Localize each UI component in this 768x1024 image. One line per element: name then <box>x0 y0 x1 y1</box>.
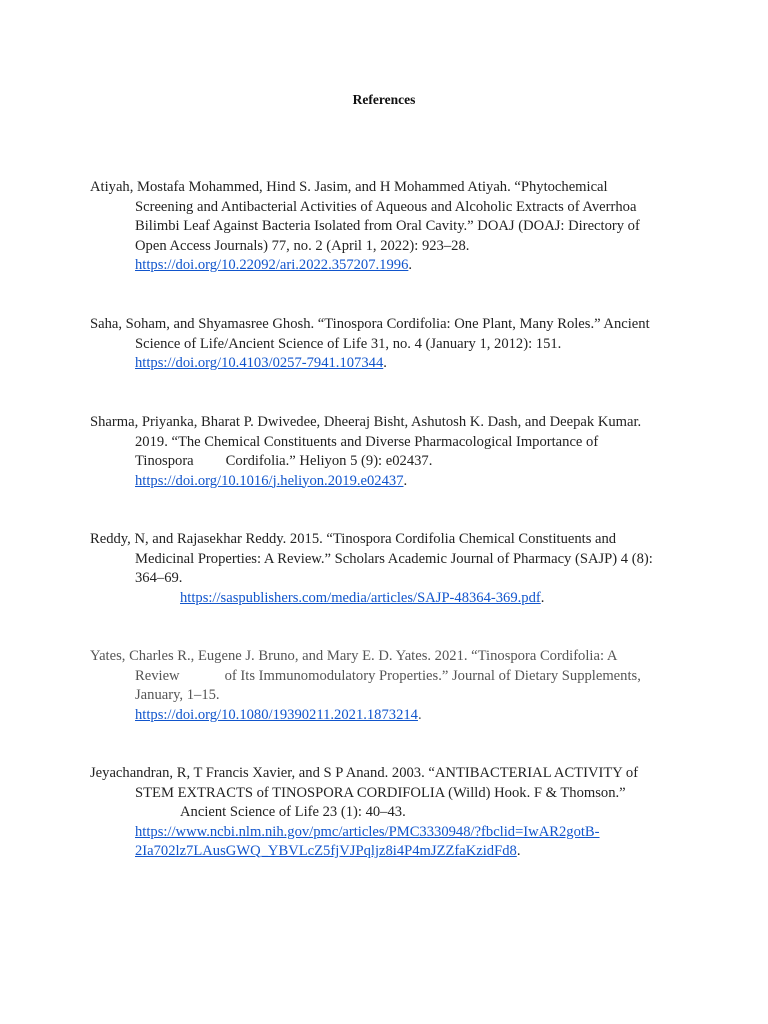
reference-line: Ancient Science of Life 23 (1): 40–43. <box>180 804 406 820</box>
doi-link[interactable]: https://doi.org/10.4103/0257-7941.107344 <box>135 355 384 371</box>
reference-text: Tinospora <box>135 453 194 469</box>
reference-line: Yates, Charles R., Eugene J. Bruno, and Mary E. D. Yates. 2021. “Tinospora Cordifolia: A <box>90 648 618 664</box>
reference-entry-saha <box>90 315 680 374</box>
period: . <box>516 843 521 859</box>
period: . <box>417 706 422 723</box>
article-pdf-link[interactable]: https://saspublishers.com/media/articles/SAJP-48364-369.pdf <box>180 589 541 606</box>
reference-entry-sharma <box>90 413 680 491</box>
reference-line <box>90 667 680 687</box>
reference-text: Cordifolia.” Heliyon 5 (9): e02437. <box>225 453 433 469</box>
reference-text: Review <box>135 667 180 684</box>
reference-line: STEM EXTRACTS of TINOSPORA CORDIFOLIA (Willd) Hook. F & Thomson.” <box>135 784 626 801</box>
reference-line: Bilimbi Leaf Against Bacteria Isolated from Oral Cavity.” DOAJ (DOAJ: Directory of <box>135 218 640 234</box>
reference-link-line <box>90 706 680 726</box>
reference-line: 364–69. <box>135 570 183 586</box>
reference-line: January, 1–15. <box>135 687 220 703</box>
reference-line: Atiyah, Mostafa Mohammed, Hind S. Jasim, and H Mohammed Atiyah. “Phytochemical <box>90 179 608 195</box>
doi-link[interactable]: https://doi.org/10.1080/19390211.2021.1873214 <box>135 706 418 723</box>
reference-line: Screening and Antibacterial Activities of Aqueous and Alcoholic Extracts of Averrhoa <box>135 198 637 215</box>
reference-line: Reddy, N, and Rajasekhar Reddy. 2015. “Tinospora Cordifolia Chemical Constituents and <box>90 531 617 547</box>
reference-line: Science of Life/Ancient Science of Life 31, no. 4 (January 1, 2012): 151. <box>135 335 562 352</box>
reference-link-line <box>90 354 680 374</box>
reference-line: Jeyachandran, R, T Francis Xavier, and S P Anand. 2003. “ANTIBACTERIAL ACTIVITY of <box>90 765 639 781</box>
reference-entry-yates <box>90 647 680 725</box>
period: . <box>403 472 408 489</box>
period: . <box>383 355 387 371</box>
reference-line: Open Access Journals) 77, no. 2 (April 1, 2022): 923–28. <box>135 237 470 254</box>
reference-line: Medicinal Properties: A Review.” Scholars Academic Journal of Pharmacy (SAJP) 4 (8): <box>135 550 653 567</box>
period: . <box>408 257 413 273</box>
reference-entry-atiyah <box>90 178 680 276</box>
reference-line: Sharma, Priyanka, Bharat P. Dwivedee, Dheeraj Bisht, Ashutosh K. Dash, and Deepak Kumar. <box>90 414 642 430</box>
period: . <box>540 589 545 606</box>
pmc-link-continuation[interactable]: 2Ia702lz7LAusGWQ_YBVLcZ5fjVJPqljz8i4P4mJZZfaKzidFd8 <box>135 843 517 859</box>
page-title: References <box>352 92 416 107</box>
reference-link-line <box>90 589 680 609</box>
pmc-link[interactable]: https://www.ncbi.nlm.nih.gov/pmc/articles/PMC3330948/?fbclid=IwAR2gotB- <box>135 823 600 840</box>
reference-entry-jeyachandran <box>90 764 680 862</box>
reference-entry-reddy <box>90 530 680 608</box>
reference-link-line <box>90 823 680 843</box>
reference-line <box>90 452 680 472</box>
reference-link-line <box>90 842 680 862</box>
reference-text: of Its Immunomodulatory Properties.” Journal of Dietary Supplements, <box>224 667 641 684</box>
doi-link[interactable]: https://doi.org/10.22092/ari.2022.357207.1996 <box>135 257 409 273</box>
doi-link[interactable]: https://doi.org/10.1016/j.heliyon.2019.e02437 <box>135 472 404 489</box>
reference-link-line <box>90 256 680 276</box>
reference-line: 2019. “The Chemical Constituents and Diverse Pharmacological Importance of <box>135 433 599 450</box>
reference-line: Saha, Soham, and Shyamasree Ghosh. “Tinospora Cordifolia: One Plant, Many Roles.” Ancient <box>90 316 650 332</box>
reference-link-line <box>90 472 680 492</box>
